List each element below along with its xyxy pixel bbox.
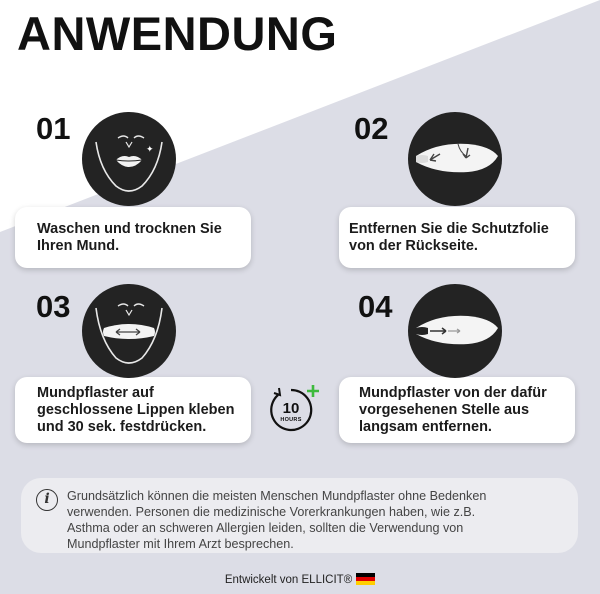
footer-text: Entwickelt von ELLICIT®	[224, 574, 353, 586]
step-text-line: Mundpflaster auf	[37, 384, 154, 401]
remove-strip-icon	[408, 284, 502, 378]
info-icon: i	[36, 489, 58, 511]
page-title: ANWENDUNG	[17, 7, 338, 60]
face-lips-icon	[82, 112, 176, 206]
step-text-line: von der Rückseite.	[349, 237, 478, 254]
footer	[0, 573, 600, 586]
peel-strip-icon	[408, 112, 502, 206]
step-card-03	[15, 377, 251, 443]
info-text-line: Asthma oder an schweren Allergien leiden, sollten die Verwendung von	[67, 521, 464, 535]
info-text-line: Mundpflaster mit Ihrem Arzt besprechen.	[67, 537, 294, 551]
apply-strip-icon	[82, 284, 176, 378]
step-card-02	[339, 207, 575, 268]
timer-value: 10	[282, 400, 300, 417]
germany-flag-icon	[356, 573, 375, 585]
step-number-01: 01	[36, 111, 71, 146]
step-number-04: 04	[358, 289, 393, 324]
step-card-04	[339, 377, 575, 443]
timer-plus-icon	[268, 383, 324, 439]
step-text-line: und 30 sek. festdrücken.	[37, 418, 207, 435]
svg-text:✦: ✦	[146, 145, 154, 155]
info-text-line: verwenden. Personen die medizinische Vorerkrankungen haben, wie z.B.	[67, 505, 476, 519]
step-number-03: 03	[36, 289, 71, 324]
info-text-line: Grundsätzlich können die meisten Menschen Mundpflaster ohne Bedenken	[67, 489, 487, 503]
step-text-line: Mundpflaster von der dafür	[359, 384, 547, 401]
step-card-01	[15, 207, 251, 268]
info-box	[21, 478, 578, 553]
step-text-line: Entfernen Sie die Schutzfolie	[349, 220, 549, 237]
step-text-line: geschlossene Lippen kleben	[37, 401, 235, 418]
step-text-line: vorgesehenen Stelle aus	[359, 401, 530, 418]
step-number-02: 02	[354, 111, 389, 146]
timer-unit: HOURS	[280, 417, 302, 423]
step-text-line: langsam entfernen.	[359, 418, 492, 435]
step-text-line: Waschen und trocknen Sie	[37, 220, 222, 237]
step-text-line: Ihren Mund.	[37, 237, 120, 254]
